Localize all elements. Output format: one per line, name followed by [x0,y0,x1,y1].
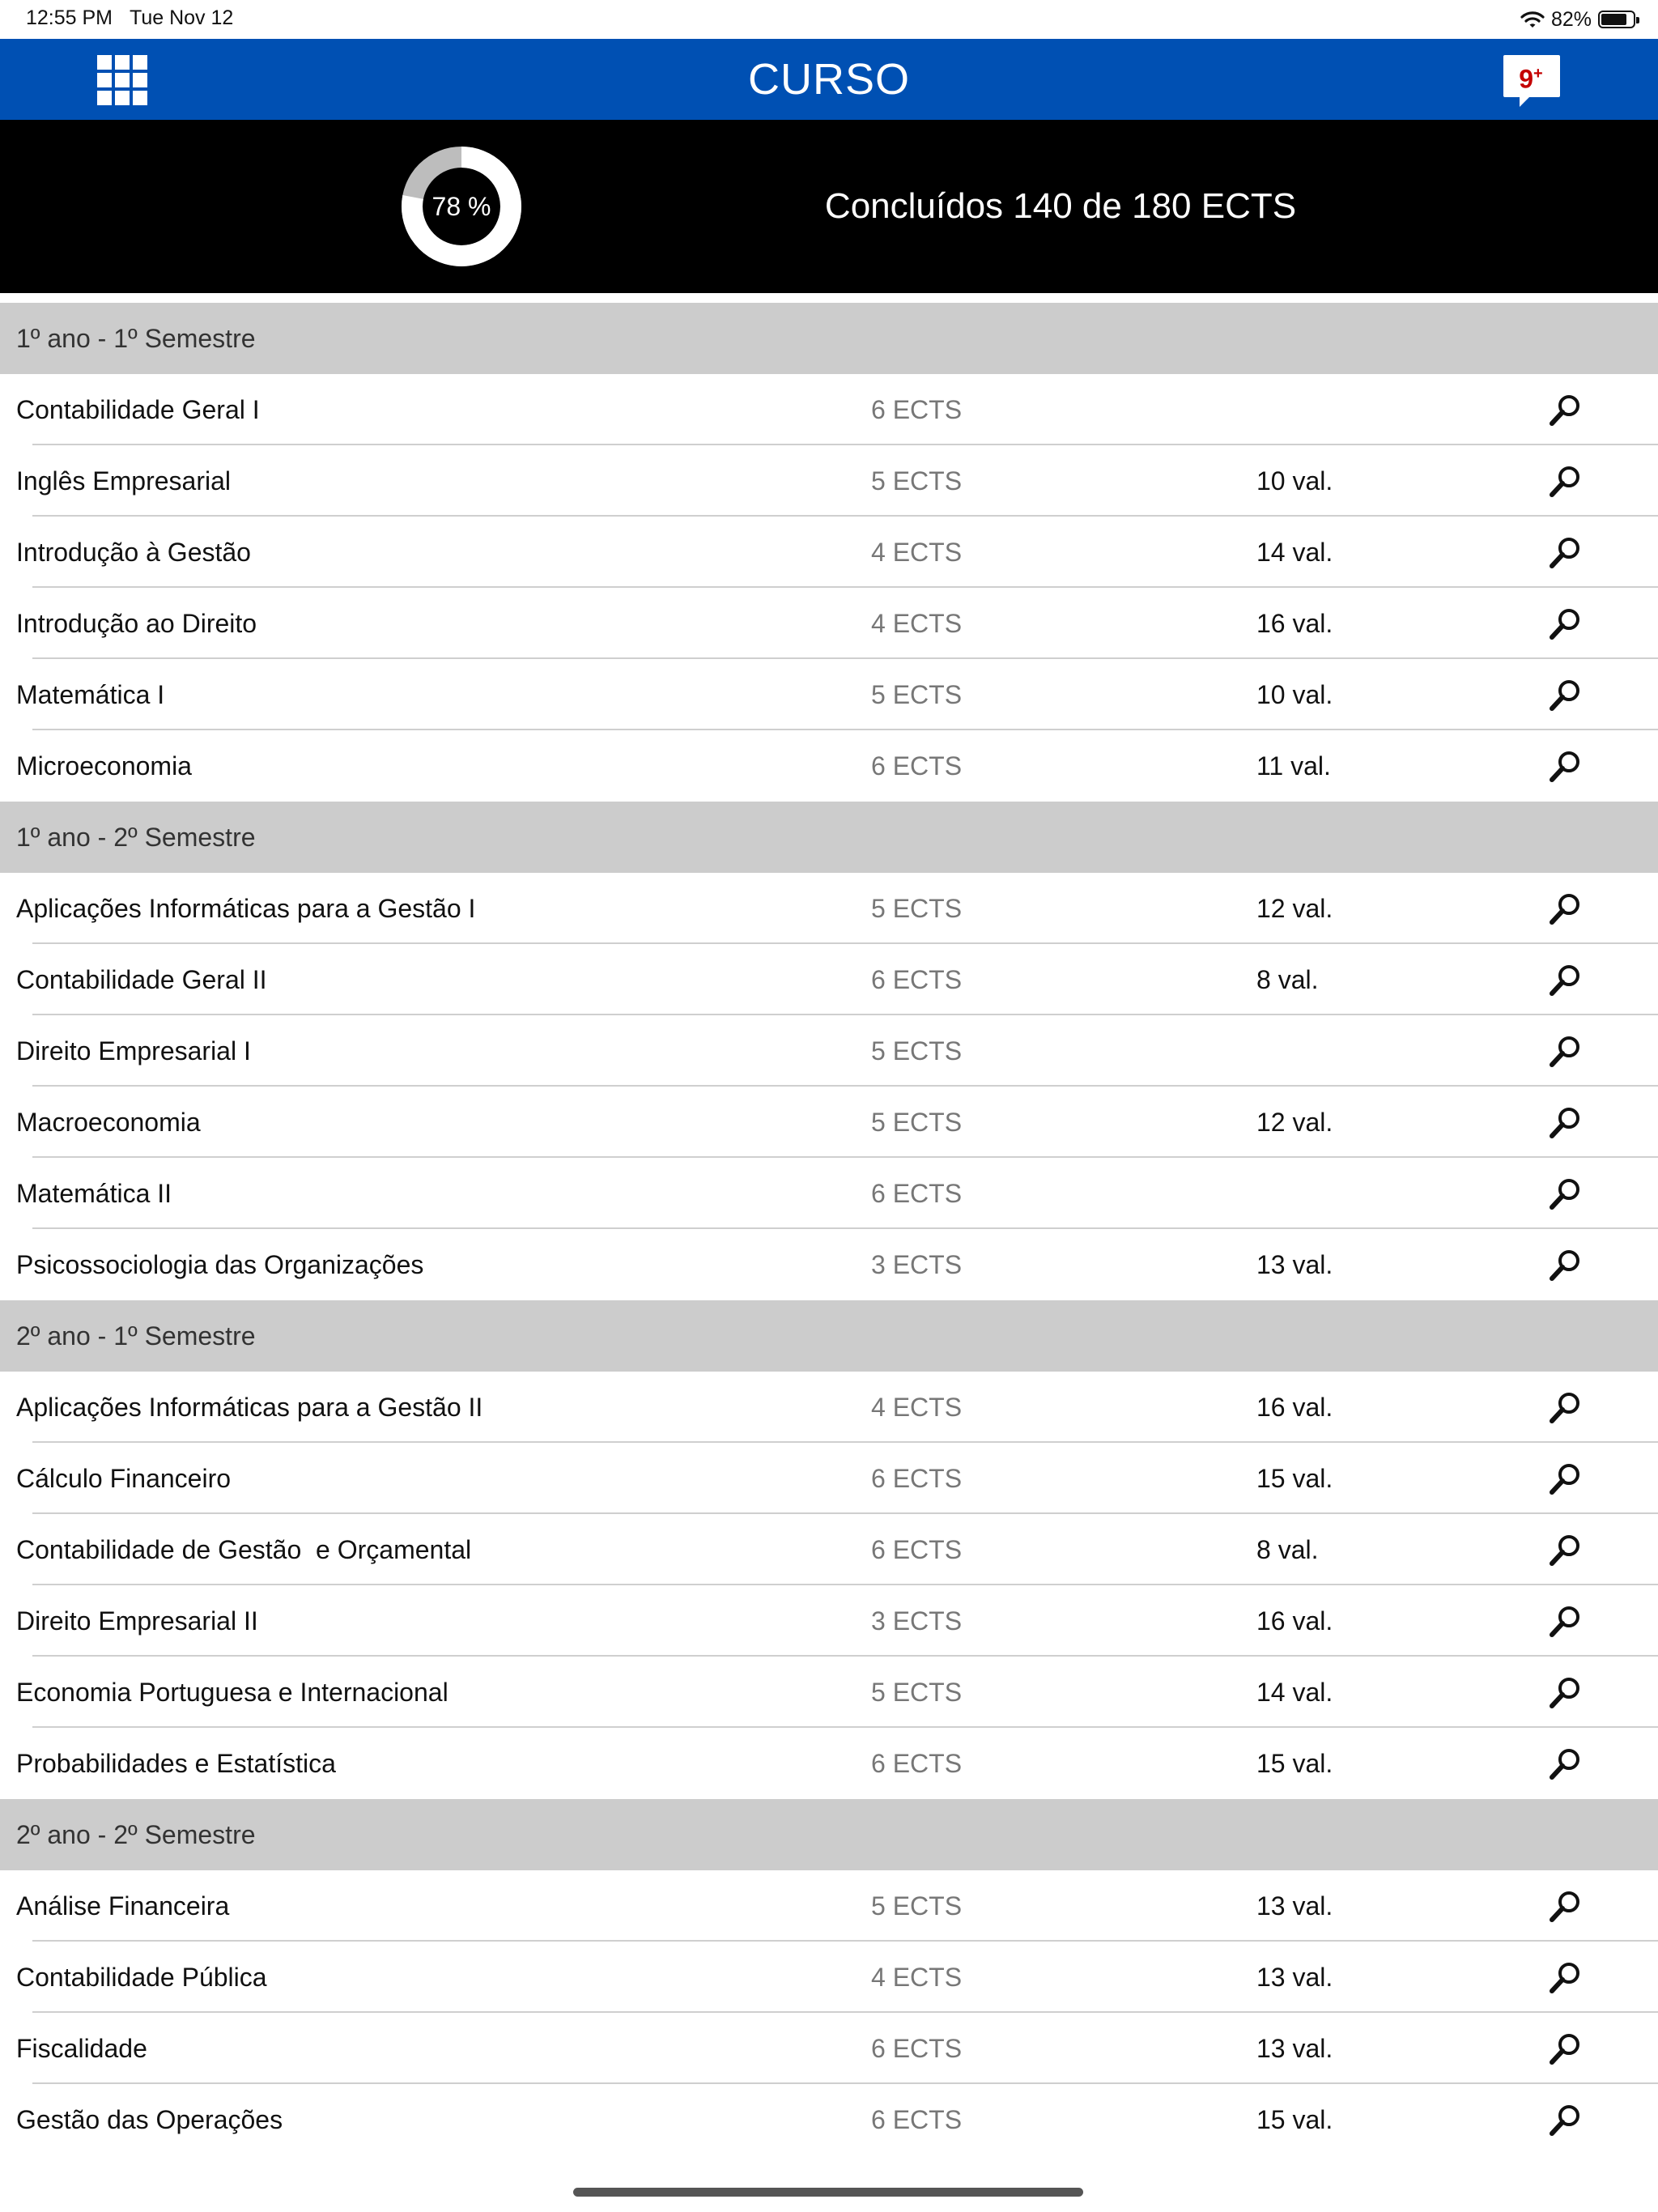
view-details-button[interactable] [1548,1104,1584,1140]
course-row[interactable] [0,1015,1658,1087]
course-name: Contabilidade de Gestão e Orçamental [16,1535,472,1564]
course-ects: 5 ECTS [871,1108,963,1137]
home-indicator[interactable] [573,2188,1083,2197]
search-icon [1548,534,1584,570]
course-row[interactable] [0,1870,1658,1942]
course-row[interactable] [0,517,1658,588]
course-ects: 6 ECTS [871,751,963,781]
search-icon [1548,1033,1584,1069]
view-details-button[interactable] [1548,1532,1584,1568]
completed-ects-text: Concluídos 140 de 180 ECTS [824,186,1297,226]
section-header: 2º ano - 2º Semestre [0,1799,1658,1870]
page-title: CURSO [747,55,910,104]
course-row[interactable] [0,1372,1658,1443]
view-details-button[interactable] [1548,1674,1584,1710]
course-row[interactable] [0,2013,1658,2084]
status-bar [0,0,1658,39]
course-grade: 12 val. [1256,894,1333,923]
status-date: Tue Nov 12 [130,6,234,29]
notifications-button[interactable] [1502,53,1563,110]
course-ects: 6 ECTS [871,1179,963,1208]
course-name: Economia Portuguesa e Internacional [16,1678,449,1707]
section-header: 1º ano - 1º Semestre [0,303,1658,374]
search-icon [1548,1247,1584,1283]
course-ects: 5 ECTS [871,466,963,496]
course-name: Matemática II [16,1179,172,1208]
search-icon [1548,2031,1584,2066]
course-ects: 3 ECTS [871,1606,963,1636]
view-details-button[interactable] [1548,1247,1584,1283]
course-grade: 14 val. [1256,538,1333,567]
battery-percent: 82% [1550,7,1592,31]
course-name: Matemática I [16,680,165,709]
section-header: 2º ano - 1º Semestre [0,1300,1658,1372]
course-row[interactable] [0,2084,1658,2155]
view-details-button[interactable] [1548,1389,1584,1425]
course-name: Psicossociologia das Organizações [16,1250,424,1279]
course-ects: 4 ECTS [871,1963,963,1992]
course-name: Direito Empresarial I [16,1036,251,1066]
course-ects: 6 ECTS [871,1464,963,1493]
course-name: Contabilidade Geral II [16,965,267,994]
course-grade: 10 val. [1256,466,1333,496]
course-ects: 5 ECTS [871,1678,963,1707]
battery-icon [1598,11,1635,28]
course-name: Macroeconomia [16,1108,201,1137]
course-row[interactable] [0,1942,1658,2013]
course-grade: 16 val. [1256,609,1333,638]
view-details-button[interactable] [1548,1176,1584,1211]
course-name: Aplicações Informáticas para a Gestão II [16,1393,483,1422]
course-name: Aplicações Informáticas para a Gestão I [16,894,476,923]
course-grade: 16 val. [1256,1393,1333,1422]
course-name: Probabilidades e Estatística [16,1749,336,1778]
wifi-icon [1520,10,1545,29]
course-row[interactable] [0,1158,1658,1229]
course-row[interactable] [0,659,1658,730]
course-ects: 5 ECTS [871,1036,963,1066]
search-icon [1548,1959,1584,1995]
course-grade: 16 val. [1256,1606,1333,1636]
course-row[interactable] [0,873,1658,944]
search-icon [1548,463,1584,499]
course-ects: 6 ECTS [871,2105,963,2134]
course-name: Inglês Empresarial [16,466,231,496]
search-icon [1548,1532,1584,1568]
status-time: 12:55 PM [26,6,113,29]
course-grade: 11 val. [1256,751,1331,781]
view-details-button[interactable] [1548,748,1584,784]
course-name: Gestão das Operações [16,2105,283,2134]
view-details-button[interactable] [1548,2031,1584,2066]
search-icon [1548,1674,1584,1710]
search-icon [1548,677,1584,713]
view-details-button[interactable] [1548,1959,1584,1995]
course-grade: 13 val. [1256,2034,1333,2063]
course-list [0,303,1658,2155]
view-details-button[interactable] [1548,463,1584,499]
view-details-button[interactable] [1548,1603,1584,1639]
search-icon [1548,1389,1584,1425]
course-name: Análise Financeira [16,1891,230,1921]
search-icon [1548,606,1584,641]
course-name: Cálculo Financeiro [16,1464,232,1493]
course-row[interactable] [0,588,1658,659]
view-details-button[interactable] [1548,1461,1584,1496]
search-icon [1548,962,1584,998]
section-header: 1º ano - 2º Semestre [0,802,1658,873]
search-icon [1548,2102,1584,2138]
search-icon [1548,392,1584,428]
course-row[interactable] [0,1657,1658,1728]
course-row[interactable] [0,1443,1658,1514]
view-details-button[interactable] [1548,392,1584,428]
course-grade: 10 val. [1256,680,1333,709]
course-grade: 15 val. [1256,1749,1333,1778]
course-grade: 13 val. [1256,1250,1333,1279]
view-details-button[interactable] [1548,962,1584,998]
course-grade: 13 val. [1256,1891,1333,1921]
course-row[interactable] [0,730,1658,802]
course-name: Contabilidade Pública [16,1963,267,1992]
course-ects: 6 ECTS [871,395,963,424]
course-grade: 13 val. [1256,1963,1333,1992]
search-icon [1548,1176,1584,1211]
course-grade: 12 val. [1256,1108,1333,1137]
view-details-button[interactable] [1548,677,1584,713]
course-grade: 8 val. [1256,965,1319,994]
course-ects: 5 ECTS [871,680,963,709]
course-grade: 14 val. [1256,1678,1333,1707]
course-row[interactable] [0,1087,1658,1158]
course-ects: 6 ECTS [871,2034,963,2063]
search-icon [1548,1461,1584,1496]
view-details-button[interactable] [1548,2102,1584,2138]
course-name: Introdução ao Direito [16,609,257,638]
course-row[interactable] [0,1229,1658,1300]
search-icon [1548,748,1584,784]
course-row[interactable] [0,944,1658,1015]
course-name: Fiscalidade [16,2034,147,2063]
course-row[interactable] [0,374,1658,445]
view-details-button[interactable] [1548,1746,1584,1781]
progress-percent: 78 % [432,192,491,221]
view-details-button[interactable] [1548,1033,1584,1069]
view-details-button[interactable] [1548,1888,1584,1924]
course-name: Microeconomia [16,751,192,781]
search-icon [1548,891,1584,926]
course-ects: 3 ECTS [871,1250,963,1279]
search-icon [1548,1888,1584,1924]
search-icon [1548,1104,1584,1140]
progress-summary [0,120,1658,293]
course-row[interactable] [0,1514,1658,1585]
course-name: Direito Empresarial II [16,1606,258,1636]
search-icon [1548,1603,1584,1639]
view-details-button[interactable] [1548,606,1584,641]
view-details-button[interactable] [1548,534,1584,570]
course-row[interactable] [0,445,1658,517]
status-indicators [1520,5,1635,34]
nav-bar [0,39,1658,120]
course-row[interactable] [0,1728,1658,1799]
course-ects: 5 ECTS [871,894,963,923]
course-ects: 6 ECTS [871,965,963,994]
course-ects: 6 ECTS [871,1749,963,1778]
course-grade: 8 val. [1256,1535,1319,1564]
course-grade: 15 val. [1256,2105,1333,2134]
course-grade: 15 val. [1256,1464,1333,1493]
view-details-button[interactable] [1548,891,1584,926]
course-name: Introdução à Gestão [16,538,251,567]
course-ects: 6 ECTS [871,1535,963,1564]
course-ects: 4 ECTS [871,609,963,638]
search-icon [1548,1746,1584,1781]
course-row[interactable] [0,1585,1658,1657]
course-name: Contabilidade Geral I [16,395,260,424]
course-ects: 4 ECTS [871,1393,963,1422]
course-ects: 4 ECTS [871,538,963,567]
notification-badge: 9+ [1519,64,1543,94]
course-ects: 5 ECTS [871,1891,963,1921]
